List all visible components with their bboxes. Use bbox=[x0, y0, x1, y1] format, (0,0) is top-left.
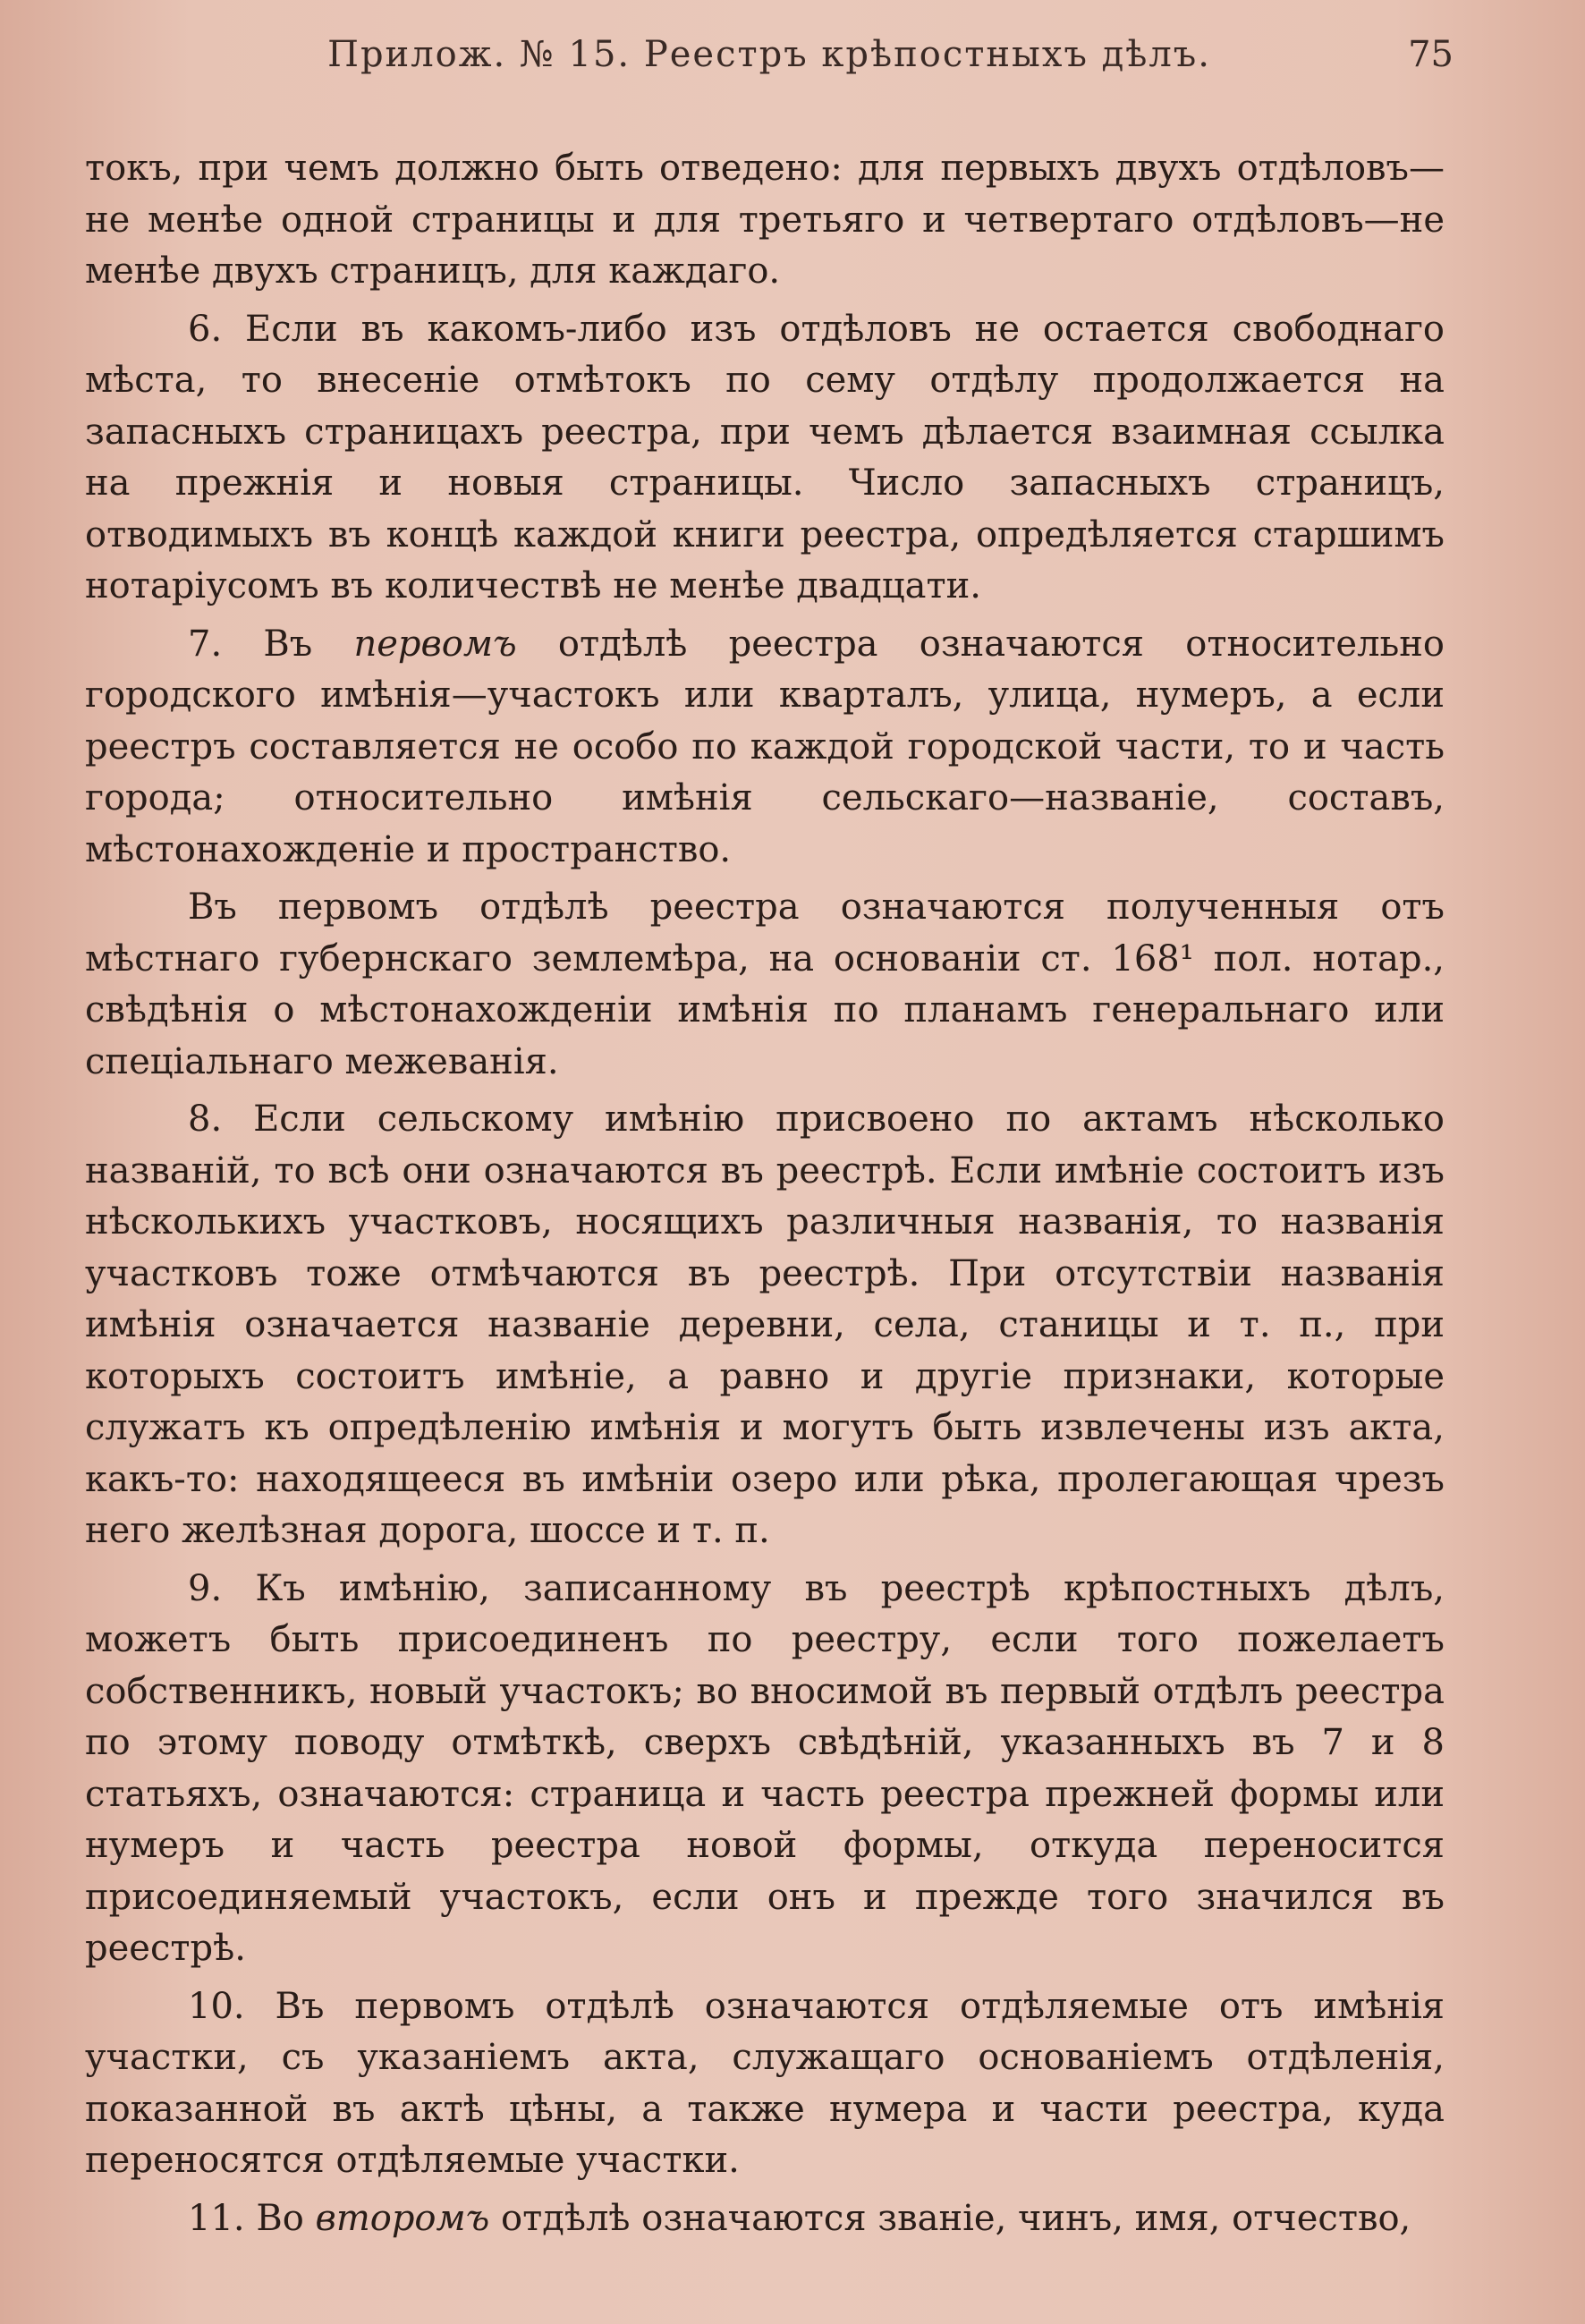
body-text bbox=[85, 143, 1445, 2251]
paragraph-article-7 bbox=[85, 619, 1445, 877]
paragraph-article-10: 10. Въ первомъ отдѣлѣ означаются отдѣляемые отъ имѣнія участки, съ указаніемъ акта, служащаго основаніемъ отдѣленія, показанной въ актѣ цѣны, а также нумера и части реестра, куда переносятся отдѣляемые участки. bbox=[85, 1985, 1445, 2181]
paragraph-article-6: 6. Если въ какомъ-либо изъ отдѣловъ не остается свободнаго мѣста, то внесеніе отмѣтокъ по сему отдѣлу продолжается на запасныхъ страницахъ реестра, при чемъ дѣлается взаимная ссылка на прежнія и новыя страницы. Число запасныхъ страницъ, отводимыхъ въ концѣ каждой книги реестра, опредѣляется старшимъ нотаріусомъ въ количествѣ не менѣе двадцати. bbox=[85, 308, 1445, 606]
paragraph-article-9: 9. Къ имѣнію, записанному въ реестрѣ крѣпостныхъ дѣлъ, можетъ быть присоединенъ по реестру, если того пожелаетъ собственникъ, новый участокъ; во вносимой въ первый отдѣлъ реестра по этому поводу отмѣткѣ, сверхъ свѣдѣній, указанныхъ въ 7 и 8 статьяхъ, означаются: страница и часть реестра прежней формы или нумеръ и часть реестра новой формы, откуда переносится присоединяемый участокъ, если онъ и прежде того значился въ реестрѣ. bbox=[85, 1567, 1445, 1969]
running-title: Прилож. № 15. Реестръ крѣпостныхъ дѣлъ. bbox=[327, 34, 1211, 75]
article-7-emphasis: первомъ bbox=[353, 623, 517, 665]
article-11-lead: 11. Во bbox=[188, 2197, 316, 2239]
paragraph-continuation: токъ, при чемъ должно быть отведено: для первыхъ двухъ отдѣловъ—не менѣе одной страницы и для третьяго и четвертаго отдѣловъ—не менѣе двухъ страницъ, для каждаго. bbox=[85, 148, 1445, 292]
article-11-emphasis: второмъ bbox=[315, 2197, 490, 2239]
running-header bbox=[85, 34, 1454, 88]
paragraph-article-8: 8. Если сельскому имѣнію присвоено по актамъ нѣсколько названій, то всѣ они означаются въ реестрѣ. Если имѣніе состоитъ изъ нѣсколькихъ участковъ, носящихъ различныя названія, то названія участковъ тоже отмѣчаются въ реестрѣ. При отсутствіи названія имѣнія означается названіе деревни, села, станицы и т. п., при которыхъ состоитъ имѣніе, а равно и другіе признаки, которые служатъ къ опредѣленію имѣнія и могутъ быть извлечены изъ акта, какъ-то: находящееся въ имѣніи озеро или рѣка, пролегающая чрезъ него желѣзная дорога, шоссе и т. п. bbox=[85, 1098, 1445, 1551]
article-11-rest: отдѣлѣ означаются званіе, чинъ, имя, отчество, bbox=[489, 2197, 1411, 2239]
paragraph-article-11 bbox=[85, 2193, 1445, 2245]
article-7-lead: 7. Въ bbox=[188, 623, 354, 665]
paragraph-article-7-surveyor: Въ первомъ отдѣлѣ реестра означаются полученныя отъ мѣстнаго губернскаго землемѣра, на основаніи ст. 168¹ пол. нотар., свѣдѣнія о мѣстонахожденіи имѣнія по планамъ генеральнаго или спеціальнаго межеванія. bbox=[85, 886, 1445, 1082]
article-7-rest: отдѣлѣ реестра означаются относительно городского имѣнія—участокъ или кварталъ, улица, нумеръ, а если реестръ составляется не особо по каждой городской части, то и часть города; относительно имѣнія сельскаго—названіе, составъ, мѣстонахожденіе и пространство. bbox=[85, 623, 1445, 870]
page-number: 75 bbox=[1408, 34, 1454, 75]
